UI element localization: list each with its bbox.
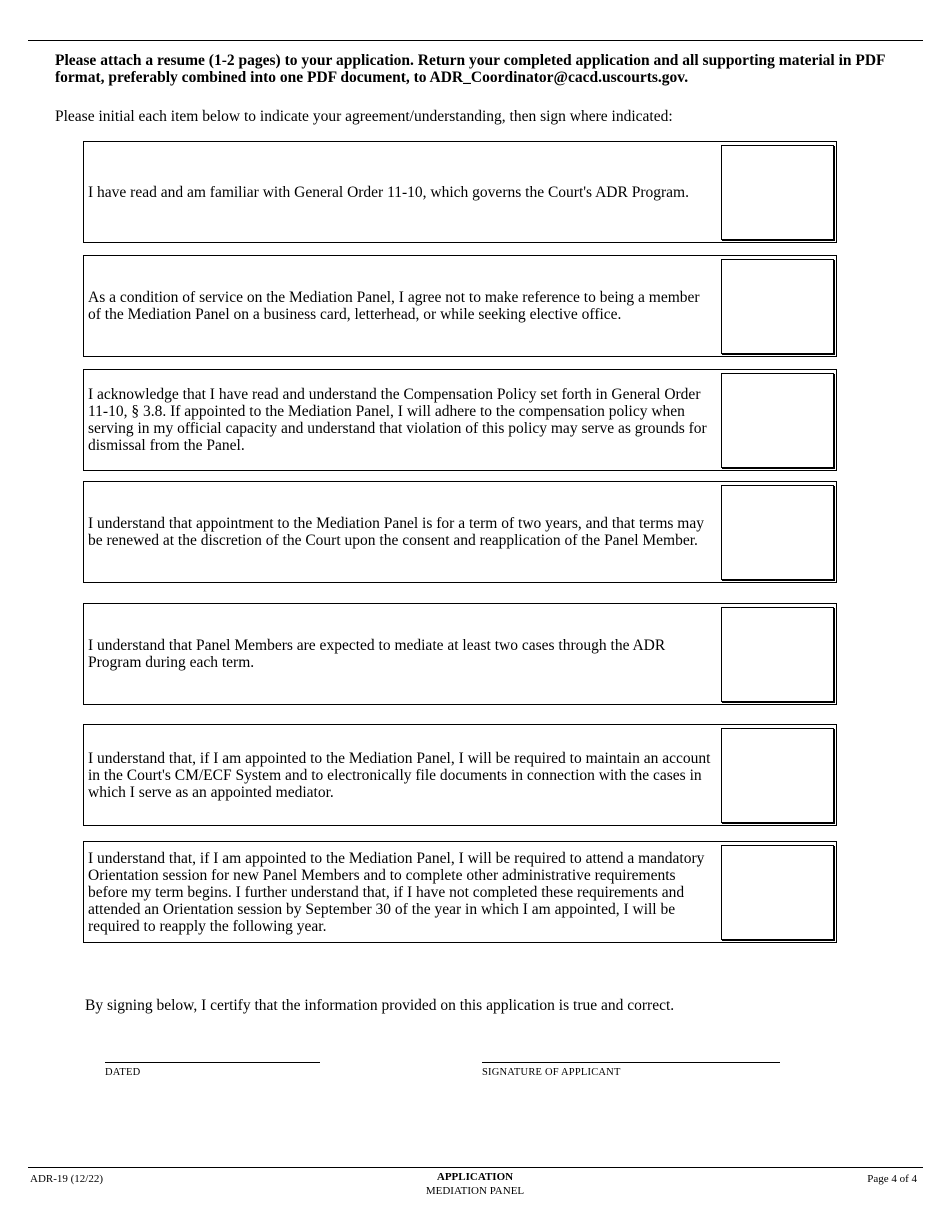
- attachment-instructions: Please attach a resume (1-2 pages) to your application. Return your completed application and all supporting material in PDF format, preferably combined into one PDF document, to ADR_Coordinator@cacd.uscourts.gov.: [55, 52, 885, 86]
- initials-field-2[interactable]: [721, 259, 834, 354]
- footer-title-block: [375, 1170, 575, 1198]
- acknowledgement-item-4: [83, 481, 837, 583]
- acknowledgement-item-5: [83, 603, 837, 705]
- acknowledgement-text: I understand that Panel Members are expected to mediate at least two cases through the ADR Program during each term.: [88, 637, 666, 671]
- signature-label: SIGNATURE OF APPLICANT: [482, 1067, 621, 1078]
- initials-field-1[interactable]: [721, 145, 834, 240]
- footer-subtitle: MEDIATION PANEL: [425, 1185, 525, 1197]
- acknowledgement-item-1: [83, 141, 837, 243]
- dated-label: DATED: [105, 1067, 141, 1078]
- initials-field-3[interactable]: [721, 373, 834, 468]
- footer-divider: [28, 1167, 923, 1168]
- acknowledgement-text: I acknowledge that I have read and understand the Compensation Policy set forth in General Order 11-10, § 3.8. If appointed to the Mediation Panel, I will adhere to the compensation policy when serving in my official capacity and understand that violation of this policy may serve as grounds for dismissal from the Panel.: [88, 386, 707, 454]
- acknowledgement-text: I understand that appointment to the Mediation Panel is for a term of two years, and that terms may be renewed at the discretion of the Court upon the consent and reapplication of the Panel Member.: [88, 515, 704, 549]
- acknowledgement-text: As a condition of service on the Mediation Panel, I agree not to make reference to being a member of the Mediation Panel on a business card, letterhead, or while seeking elective office.: [88, 289, 700, 323]
- acknowledgement-text: I understand that, if I am appointed to the Mediation Panel, I will be required to attend a mandatory Orientation session for new Panel Members and to complete other administrative requirements before my term begins. I further understand that, if I have not completed these requirements and attended an Orientation session by September 30 of the year in which I am appointed, I will be required to reapply the following year.: [88, 849, 705, 935]
- top-divider: [28, 40, 923, 41]
- acknowledgement-text: I understand that, if I am appointed to the Mediation Panel, I will be required to maintain an account in the Court's CM/ECF System and to electronically file documents in connection with the cases in which I serve as an appointed mediator.: [88, 749, 711, 801]
- signature-field[interactable]: [482, 1062, 780, 1063]
- acknowledgement-item-2: [83, 255, 837, 357]
- acknowledgement-item-7: [83, 841, 837, 943]
- initials-field-7[interactable]: [721, 845, 834, 940]
- dated-field[interactable]: [105, 1062, 320, 1063]
- initials-field-6[interactable]: [721, 728, 834, 823]
- form-id: ADR-19 (12/22): [30, 1173, 104, 1185]
- initials-field-4[interactable]: [721, 485, 834, 580]
- acknowledgement-item-3: [83, 369, 837, 471]
- acknowledgement-text: I have read and am familiar with General Order 11-10, which governs the Court's ADR Program.: [88, 183, 689, 201]
- page-number: Page 4 of 4: [867, 1173, 917, 1185]
- certification-statement: By signing below, I certify that the information provided on this application is true and correct.: [85, 997, 675, 1014]
- acknowledgement-item-6: [83, 724, 837, 826]
- initials-field-5[interactable]: [721, 607, 834, 702]
- footer-title: APPLICATION: [436, 1171, 514, 1183]
- initial-prompt: Please initial each item below to indicate your agreement/understanding, then sign where indicated:: [55, 108, 673, 125]
